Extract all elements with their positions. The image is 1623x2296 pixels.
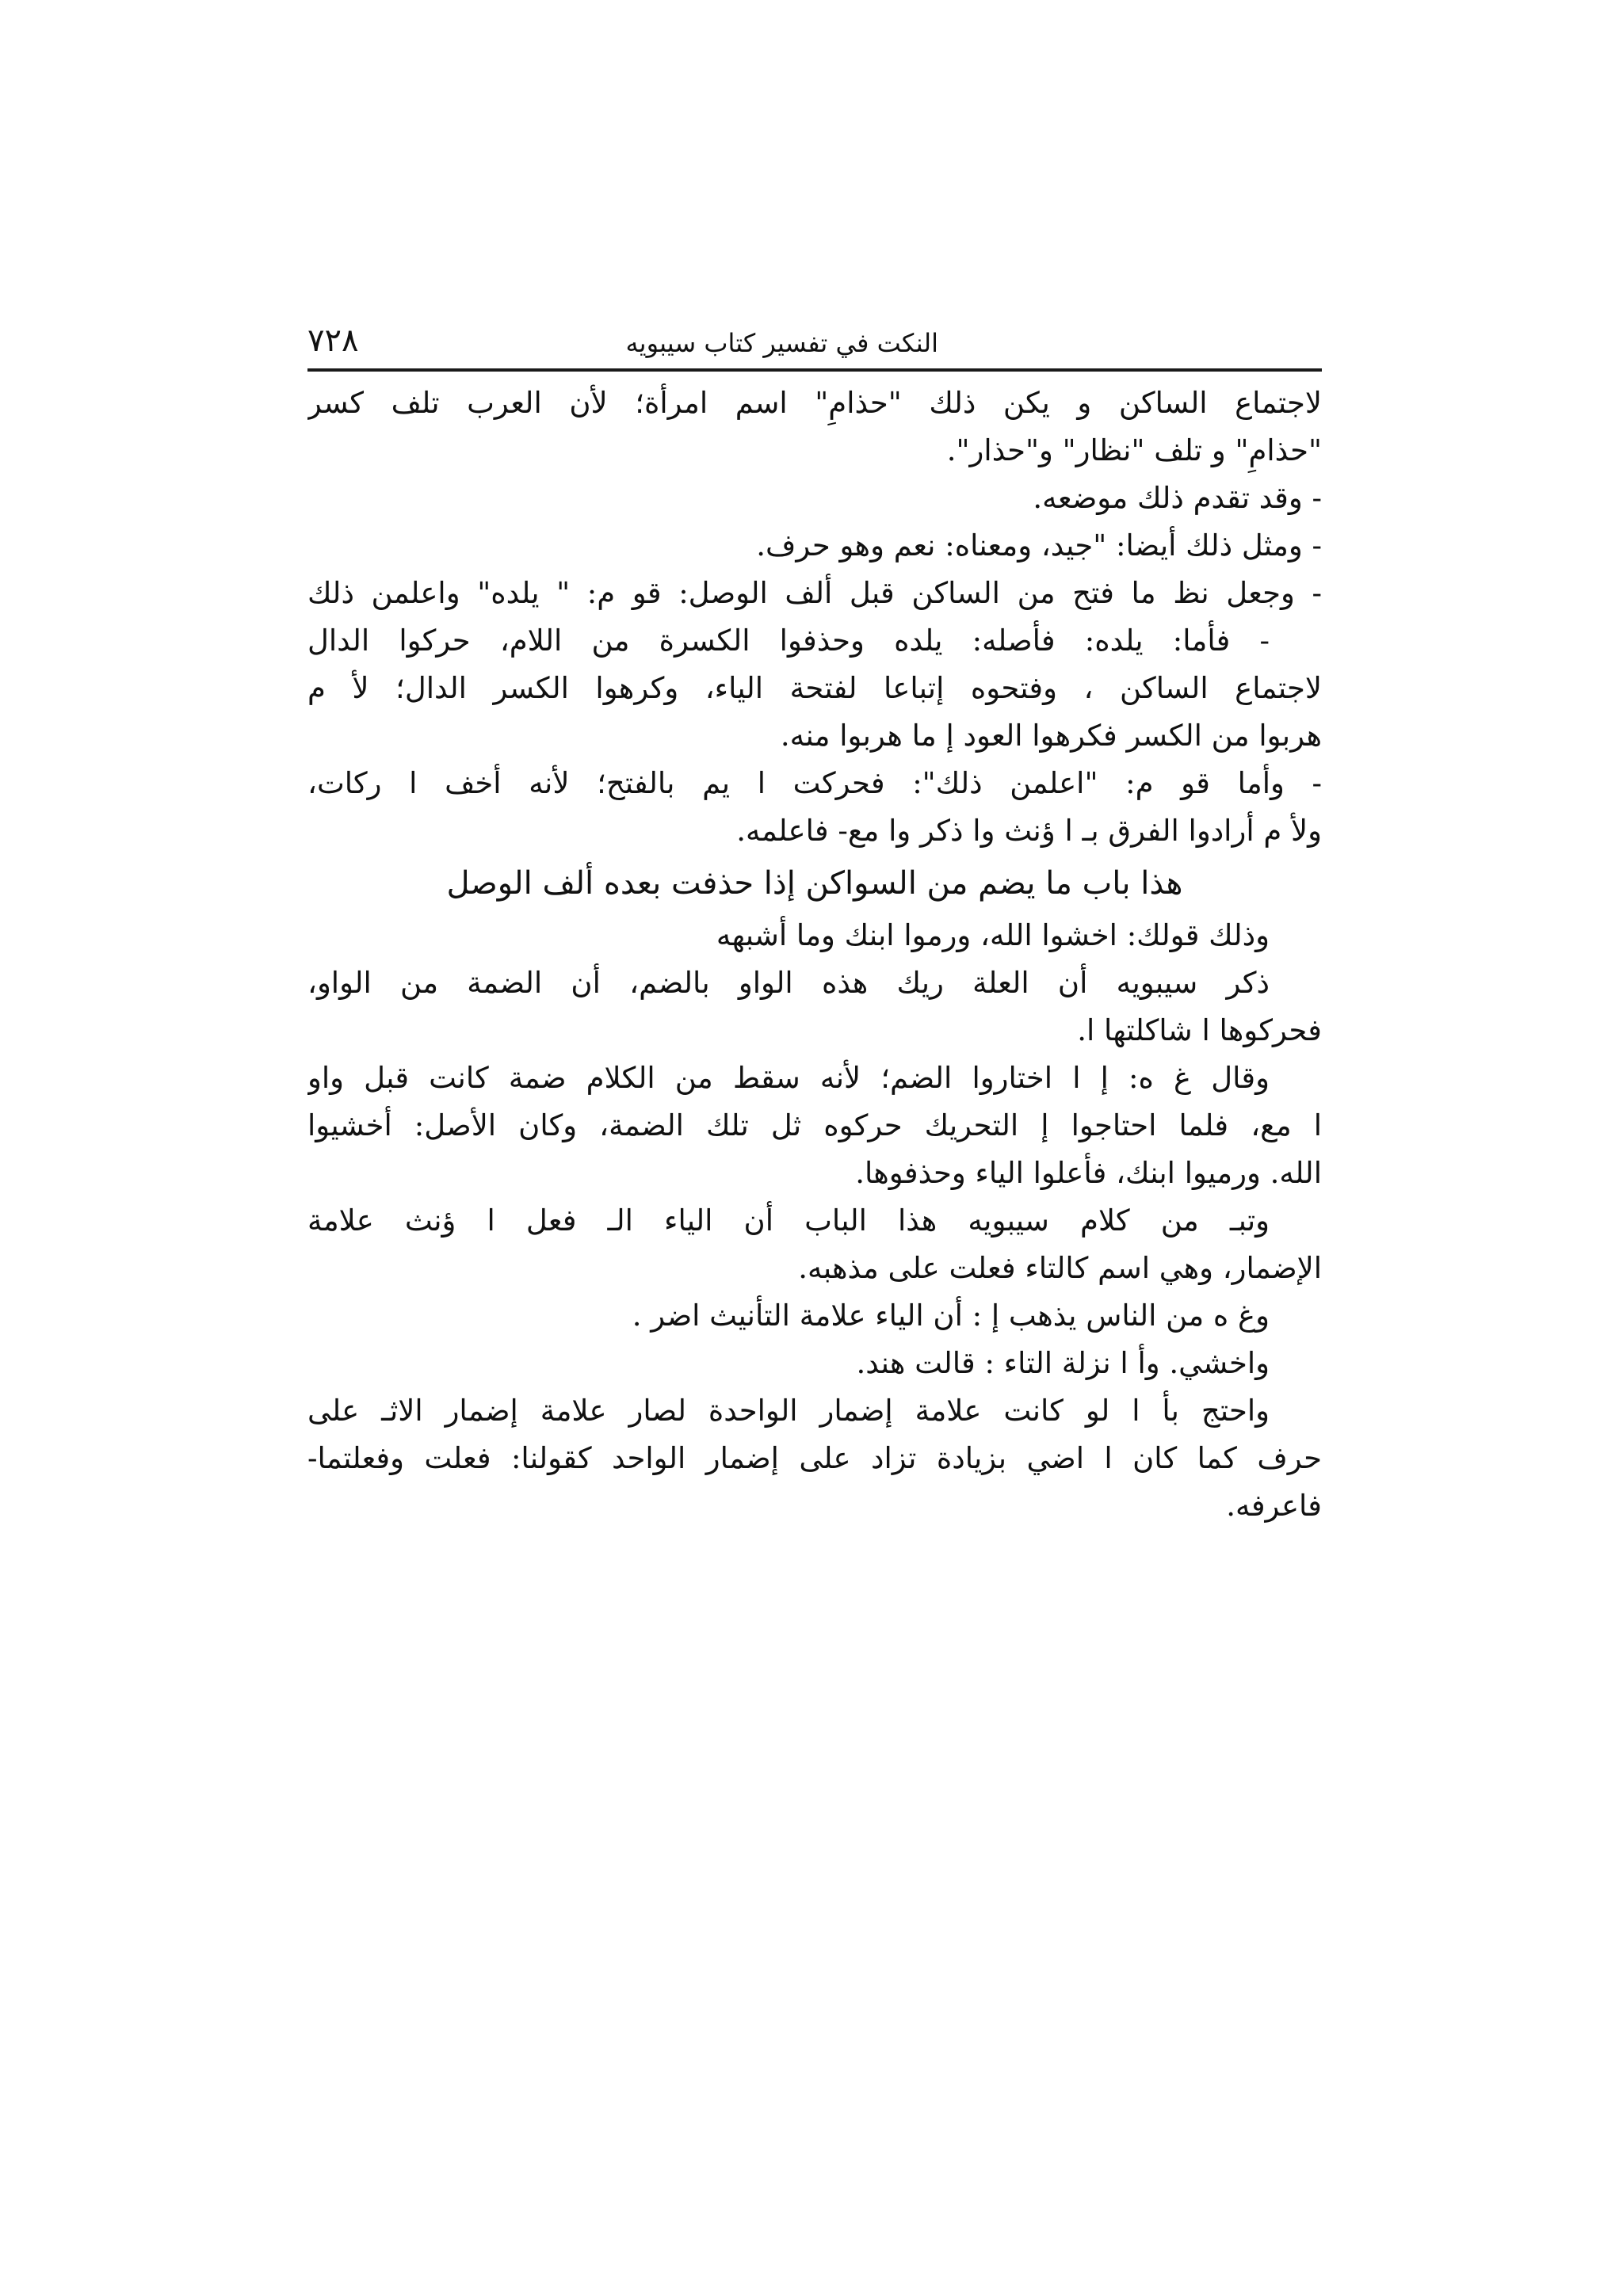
book-page xyxy=(307,313,1322,1530)
section-subheading: وذلك قولك: اخشوا الله، ورموا ابنك وما أشبهه xyxy=(716,918,1270,952)
text-line: ا مع، فلما احتاجوا إ التحريك حركوه ثل تلك الضمة، وكان الأصل: أخشيوا xyxy=(307,1108,1322,1142)
section-heading: هذا باب ما يضم من السواكن إذا حذفت بعده ألف الوصل xyxy=(446,865,1183,902)
text-line: الله. ورميوا ابنك، فأعلوا الياء وحذفوها. xyxy=(855,1156,1322,1190)
running-title: النكت في تفسير كتاب سيبويه xyxy=(625,328,938,358)
text-line: "حذامِ" و تلف "نظار" و"حذار". xyxy=(946,433,1322,467)
text-line: واحتج بأ ا لو كانت علامة إضمار الواحدة لصار علامة إضمار الاثـ على xyxy=(307,1394,1270,1428)
text-line: وغ ه من الناس يذهب إ : أن الياء علامة التأنيث اضر . xyxy=(632,1299,1270,1333)
text-line: - فأما: يلده: فأصله: يلده وحذفوا الكسرة من اللام، حركوا الدال xyxy=(307,624,1270,658)
page-body xyxy=(307,372,1322,1530)
page-number: ٧٢٨ xyxy=(307,322,359,359)
text-line: - وأما قو م: "اعلمن ذلك": فحركت ا يم بالفتح؛ لأنه أخف ا ركات، xyxy=(307,766,1322,800)
text-line: - ومثل ذلك أيضا: "جيد، ومعناه: نعم وهو حرف. xyxy=(756,528,1322,563)
text-line: فاعرفه. xyxy=(1226,1489,1322,1523)
text-line: - وقد تقدم ذلك موضعه. xyxy=(1033,481,1322,515)
text-line: ولأ م أرادوا الفرق بـ ا ؤنث وا ذكر وا مع- فاعلمه. xyxy=(736,814,1322,848)
text-line: الإضمار، وهي اسم كالتاء فعلت على مذهبه. xyxy=(798,1251,1322,1285)
text-line: هربوا من الكسر فكرهوا العود إ ما هربوا منه. xyxy=(780,719,1322,753)
text-line: فحركوها ا شاكلتها ا. xyxy=(1077,1013,1322,1047)
text-line: لاجتماع الساكن ، وفتحوه إتباعا لفتحة الياء، وكرهوا الكسر الدال؛ لأ م xyxy=(307,671,1322,705)
text-line: ذكر سيبويه أن العلة ريك هذه الواو بالضم، أن الضمة من الواو، xyxy=(307,966,1270,1000)
text-line: واخشي. وأ ا نزلة التاء : قالت هند. xyxy=(856,1346,1270,1380)
text-line: حرف كما كان ا اضي بزيادة تزاد على إضمار الواحد كقولنا: فعلت وفعلتما- xyxy=(307,1441,1322,1475)
text-line: وتبـ من كلام سيبويه هذا الباب أن الياء الـ فعل ا ؤنث علامة xyxy=(307,1203,1270,1238)
text-line: وقال غ ه: إ ا اختاروا الضم؛ لأنه سقط من الكلام ضمة كانت قبل واو xyxy=(307,1061,1270,1095)
text-line: - وجعل نظ ما فتح من الساكن قبل ألف الوصل: قو م: " يلده" واعلمن ذلك xyxy=(307,576,1322,610)
text-line: لاجتماع الساكن و يكن ذلك "حذامِ" اسم امرأة؛ لأن العرب تلف كسر xyxy=(307,386,1322,420)
page-header xyxy=(307,313,1322,372)
